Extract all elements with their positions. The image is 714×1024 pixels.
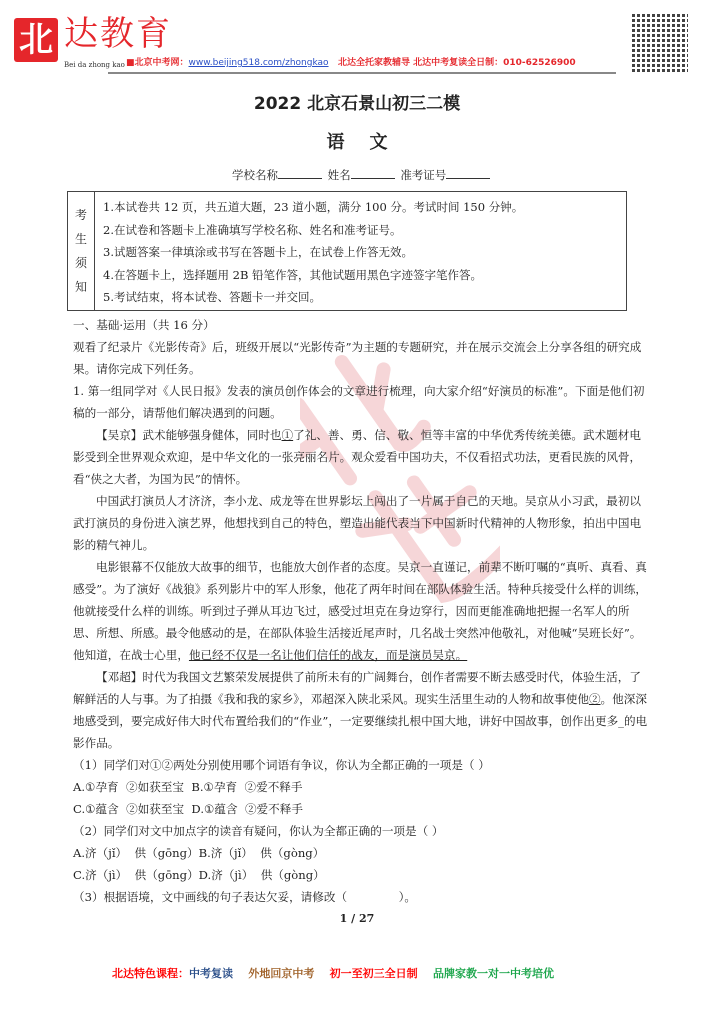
option-line: A.济（jǐ） 供（gōng）B.济（jǐ） 供（gòng）	[73, 846, 325, 860]
header-line	[126, 58, 576, 69]
field-label: 准考证号	[400, 168, 447, 182]
name-blank	[351, 178, 395, 179]
text: 【吴京】武术能够强身健体，同时也	[96, 428, 282, 442]
paragraph-3	[73, 556, 651, 666]
notice-box	[67, 191, 627, 311]
footer-course: 品牌家教一对一中考培优	[432, 967, 554, 980]
option-line: C.①蕴含 ②如获至宝 D.①蕴含 ②爱不释手	[73, 802, 303, 816]
exam-body	[73, 314, 651, 908]
slogan: 北达全托家教辅导 北达中考复读全日制：010-62526900	[337, 58, 576, 68]
qr-code-icon	[632, 14, 688, 74]
site-link[interactable]: www.beijing518.com/zhongkao	[188, 58, 329, 68]
text: 电影银幕不仅能放大故事的细节，也能放大创作者的态度。吴京一直谨记，前辈不断叮嘱的“真听、真看、真感受”。为了演好《战狼》系列影片中的军人形象，他花了两年时间在部队体验生活。特种兵接受什么样的训练，他就接受什么样的训练。听到过子弹从耳边飞过，感受过坦克在身边穿行，因而更能准确地把握一名军人的所思、所想、所感。最令他感动的是，在部队体验生活接近尾声时，几名战士突然冲他敬礼，对他喊“吴班长好”。他知道，在战士心里，	[73, 560, 648, 662]
notice-item: 3.试题答案一律填涂或书写在答题卡上，在试卷上作答无效。	[103, 245, 413, 259]
page-title: 2022 北京石景山初三二模	[253, 94, 461, 114]
id-blank	[446, 178, 490, 179]
notice-label-char: 须	[74, 256, 87, 270]
option-line: C.济（jì） 供（gōng）D.济（jì） 供（gòng）	[73, 868, 325, 882]
school-blank	[278, 178, 322, 179]
logo-text: 达教育	[64, 14, 172, 54]
sub-question-1: （1）同学们对①②两处分别使用哪个词语有争议，你认为全都正确的一项是（ ）	[73, 758, 490, 772]
footer-course: 中考复读	[189, 967, 233, 980]
paragraph-dengchao	[73, 666, 651, 754]
footer-course: 初一至初三全日制	[329, 967, 418, 980]
text: 。他深深地感受到，要完成好伟大时代布置给我们的“作业”，一定要继续扎根中国大地，讲好中国故事，创作出更多_的电影作品。	[73, 692, 648, 750]
sub-question-2: （2）同学们对文中加点字的读音有疑问，你认为全都正确的一项是（ ）	[73, 824, 444, 838]
notice-items	[95, 192, 523, 310]
blank-1: ①	[281, 428, 294, 442]
question-1: 1. 第一组同学对《人民日报》发表的演员创作体会的文章进行梳理，向大家介绍“好演员的标准”。下面是他们初稿的一部分，请帮他们解决遇到的问题。	[73, 384, 645, 420]
notice-item: 4.在答题卡上，选择题用 2B 铅笔作答，其他试题用黑色字迹签字笔作答。	[103, 267, 483, 282]
footer	[112, 967, 554, 981]
underlined-sentence: 他已经不仅是一名让他们信任的战友，而是演员吴京。	[188, 648, 468, 662]
section-heading: 一、基础·运用（共 16 分）	[73, 318, 215, 332]
footer-course: 外地回京中考	[248, 967, 315, 980]
header-divider	[108, 72, 616, 74]
logo-icon: 北	[14, 18, 58, 62]
notice-label-char: 生	[74, 232, 87, 246]
notice-item: 5.考试结束，将本试卷、答题卡一并交回。	[103, 290, 321, 304]
text: 了礼、善、勇、信、敬、恒等丰富的中华优秀传统美德。武术题材电影受到全世界观众欢迎，是中华文化的一张亮丽名片。观众爱看中国功夫，不仅看招式功法，更看民族的风骨，看“侠之大者，为国为民”的情怀。	[73, 428, 642, 486]
field-label: 学校名称	[232, 168, 278, 182]
text: 【邓超】时代为我国文艺繁荣发展提供了前所未有的广阔舞台，创作者需要不断去感受时代，体验生活，了解鲜活的人与事。为了拍摄《我和我的家乡》，邓超深入陕北采风。现实生活里生动的人物和故事使他	[73, 670, 641, 706]
notice-label-char: 知	[74, 280, 87, 294]
option-line: A.①孕育 ②如获至宝 B.①孕育 ②爱不释手	[73, 780, 303, 794]
notice-label-char: 考	[74, 208, 87, 222]
field-label: 姓名	[327, 168, 351, 182]
sub-question-3: （3）根据语境，文中画线的句子表达欠妥，请修改（ ）。	[73, 890, 417, 904]
notice-item: 2.在试卷和答题卡上准确填写学校名称、姓名和准考证号。	[103, 222, 402, 237]
paragraph-2: 中国武打演员人才济济，李小龙、成龙等在世界影坛上闯出了一片属于自己的天地。吴京从小习武，最初以武打演员的身份进入演艺界，他想找到自己的特色，塑造出能代表当下中国新时代精神的人物形象，拍出中国电影的精气神儿。	[73, 494, 642, 552]
blank-2: ②	[588, 692, 601, 706]
notice-item: 1.本试卷共 12 页，共五道大题，23 道小题，满分 100 分。考试时间 150 分钟。	[103, 200, 524, 214]
student-fields	[232, 167, 492, 183]
subject-title: 语 文	[326, 132, 388, 153]
page-number: 1 / 27	[339, 912, 375, 925]
intro-text: 观看了纪录片《光影传奇》后，班级开展以“光影传奇”为主题的专题研究，并在展示交流会上分享各组的研究成果。请你完成下列任务。	[73, 340, 642, 376]
notice-label	[68, 192, 95, 310]
logo-pinyin: Bei da zhong kao	[64, 61, 125, 69]
footer-label: 北达特色课程：	[112, 967, 189, 980]
paragraph-wujing	[73, 424, 651, 490]
site-label: ■北京中考网：	[126, 58, 189, 68]
